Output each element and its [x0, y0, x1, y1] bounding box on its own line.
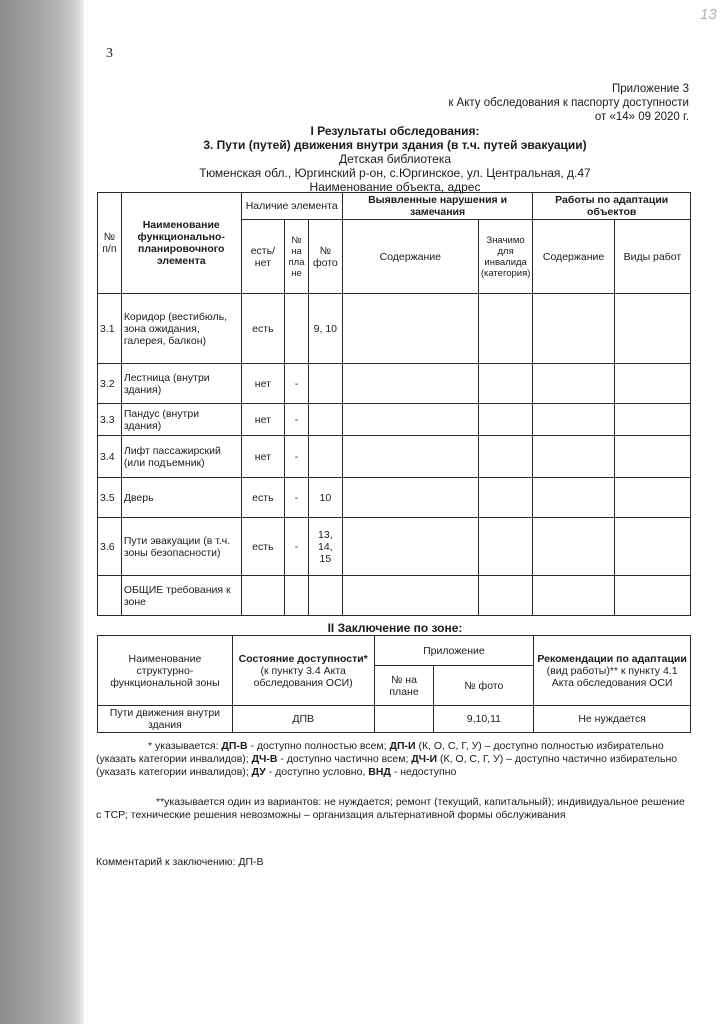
row-violation: [342, 364, 478, 404]
row-photo: 10: [308, 478, 342, 518]
row-significance: [478, 478, 533, 518]
footnote-1-text-k: - доступно условно,: [265, 766, 369, 778]
row-significance: [478, 364, 533, 404]
header-violations: Выявленные нарушения и замечания: [342, 193, 533, 220]
row-plan: [285, 294, 309, 364]
footnote-1-text-m: - недоступно: [390, 766, 457, 778]
row-violation: [342, 518, 478, 576]
row-exists: есть: [241, 478, 284, 518]
conclusion-comment: Комментарий к заключению: ДП-В: [96, 856, 264, 868]
conclusion-recommendation: Не нуждается: [534, 706, 691, 733]
row-works-types: [614, 364, 690, 404]
appendix-line-2: к Акту обследования к паспорту доступности: [448, 97, 689, 109]
conclusion-header-plan: № на плане: [374, 666, 434, 706]
row-element-name: Пути эвакуации (в т.ч. зоны безопасности): [121, 518, 241, 576]
conclusion-table: [97, 635, 691, 733]
row-works-content: [533, 404, 614, 436]
row-plan: [285, 576, 309, 616]
row-element-name: Лестница (внутри здания): [121, 364, 241, 404]
row-works-types: [614, 478, 690, 518]
conclusion-header-zone: Наименование структурно-функциональной зоны: [98, 636, 233, 706]
row-works-content: [533, 576, 614, 616]
conclusion-header-appendix: Приложение: [374, 636, 534, 666]
row-photo: [308, 576, 342, 616]
header-exists: есть/ нет: [241, 220, 284, 294]
appendix-line-3: от «14» 09 2020 г.: [594, 111, 689, 123]
header-violation-content: Содержание: [342, 220, 478, 294]
row-element-name: ОБЩИЕ требования к зоне: [121, 576, 241, 616]
footnote-availability: [96, 740, 692, 779]
row-significance: [478, 404, 533, 436]
row-significance: [478, 576, 533, 616]
object-name: Детская библиотека: [338, 152, 452, 166]
table-row: [98, 706, 691, 733]
row-exists: есть: [241, 518, 284, 576]
row-violation: [342, 576, 478, 616]
row-works-types: [614, 576, 690, 616]
row-photo: [308, 436, 342, 478]
object-address: Тюменская обл., Юргинский р-он, с.Юргинское, ул. Центральная, д.47: [199, 166, 591, 180]
table-row: [98, 294, 691, 364]
row-works-types: [614, 518, 690, 576]
conclusion-photo: 9,10,11: [434, 706, 534, 733]
header-element-name: Наименование функционально-планировочного элемента: [121, 193, 241, 294]
row-num: [98, 576, 122, 616]
header-works: Работы по адаптации объектов: [533, 193, 691, 220]
header-works-types: Виды работ: [614, 220, 690, 294]
appendix-reference: [349, 82, 689, 124]
header-num: № п/п: [98, 193, 122, 294]
row-plan: -: [285, 518, 309, 576]
row-violation: [342, 294, 478, 364]
page-number: 3: [106, 46, 113, 61]
row-works-types: [614, 404, 690, 436]
row-plan: -: [285, 404, 309, 436]
code-dch-v: ДЧ-В: [251, 753, 278, 765]
header-photo-num: № фото: [308, 220, 342, 294]
scan-edge-shadow: [0, 0, 84, 1024]
header-significance: Значимо для инвалида (категория): [478, 220, 533, 294]
row-exists: нет: [241, 404, 284, 436]
table-row: [98, 364, 691, 404]
conclusion-header-recommendations: [534, 636, 691, 706]
row-num: 3.2: [98, 364, 122, 404]
row-element-name: Дверь: [121, 478, 241, 518]
row-works-types: [614, 294, 690, 364]
row-element-name: Коридор (вестибюль, зона ожидания, галерея, балкон): [121, 294, 241, 364]
code-dp-i: ДП-И: [389, 740, 416, 752]
rec-header-note: (вид работы)** к пункту 4.1 Акта обследования ОСИ: [546, 664, 678, 689]
appendix-line-1: Приложение 3: [611, 83, 689, 95]
conclusion-plan: [374, 706, 434, 733]
row-exists: есть: [241, 294, 284, 364]
row-photo: 13, 14, 15: [308, 518, 342, 576]
row-num: 3.1: [98, 294, 122, 364]
row-plan: -: [285, 436, 309, 478]
row-significance: [478, 518, 533, 576]
conclusion-zone-name: Пути движения внутри здания: [98, 706, 233, 733]
object-caption: Наименование объекта, адрес: [309, 180, 481, 194]
row-photo: [308, 364, 342, 404]
row-plan: -: [285, 364, 309, 404]
table-row: [98, 436, 691, 478]
results-table: [97, 192, 691, 616]
page-corner-mark: 13: [700, 6, 717, 23]
row-works-content: [533, 478, 614, 518]
row-significance: [478, 294, 533, 364]
table-row: [98, 518, 691, 576]
row-photo: 9, 10: [308, 294, 342, 364]
state-header-note: (к пункту 3.4 Акта обследования ОСИ): [253, 664, 353, 689]
row-works-types: [614, 436, 690, 478]
footnote-recommendations: **указывается один из вариантов: не нуждается; ремонт (текущий, капитальный); индивидуальное решение с ТСР; технические решения невозможны – организация альтернативной формы обслуживания: [96, 796, 685, 821]
row-element-name: Лифт пассажирский (или подъемник): [121, 436, 241, 478]
section1-subtitle: 3. Пути (путей) движения внутри здания (в т.ч. путей эвакуации): [203, 138, 587, 152]
state-header-title: Состояние доступности*: [238, 652, 368, 665]
row-exists: нет: [241, 364, 284, 404]
row-num: 3.3: [98, 404, 122, 436]
table-row: [98, 576, 691, 616]
row-num: 3.5: [98, 478, 122, 518]
code-dp-v: ДП-В: [221, 740, 248, 752]
code-dch-i: ДЧ-И: [411, 753, 438, 765]
row-works-content: [533, 436, 614, 478]
row-works-content: [533, 518, 614, 576]
row-exists: нет: [241, 436, 284, 478]
table-row: [98, 404, 691, 436]
conclusion-state: ДПВ: [232, 706, 374, 733]
conclusion-header-state: [232, 636, 374, 706]
row-exists: [241, 576, 284, 616]
code-vnd: ВНД: [368, 766, 391, 778]
row-violation: [342, 436, 478, 478]
header-works-content: Содержание: [533, 220, 614, 294]
row-works-content: [533, 294, 614, 364]
header-plan-num: № на пла не: [285, 220, 309, 294]
section2-title: II Заключение по зоне:: [327, 621, 463, 635]
code-du: ДУ: [251, 766, 266, 778]
footnote-1-text-c: - доступно полностью всем;: [247, 740, 390, 752]
row-violation: [342, 478, 478, 518]
rec-header-title: Рекомендации по адаптации: [537, 652, 687, 665]
row-plan: -: [285, 478, 309, 518]
footnote-1-text-i: (К, О, С, Г, У) – доступно частично избирательно (указать категории инвалидов);: [96, 753, 678, 778]
header-presence: Наличие элемента: [241, 193, 342, 220]
row-element-name: Пандус (внутри здания): [121, 404, 241, 436]
row-num: 3.4: [98, 436, 122, 478]
row-significance: [478, 436, 533, 478]
conclusion-header-photo: № фото: [434, 666, 534, 706]
row-violation: [342, 404, 478, 436]
row-photo: [308, 404, 342, 436]
section1-title: I Результаты обследования:: [310, 124, 480, 138]
footnote-1-text-e: (К, О, С, Г, У) – доступно полностью избирательно (указать категории инвалидов);: [96, 740, 664, 765]
footnote-1-text-g: - доступно частично всем;: [277, 753, 412, 765]
footnote-1-lead: * указывается:: [148, 740, 222, 752]
row-works-content: [533, 364, 614, 404]
table-row: [98, 478, 691, 518]
row-num: 3.6: [98, 518, 122, 576]
